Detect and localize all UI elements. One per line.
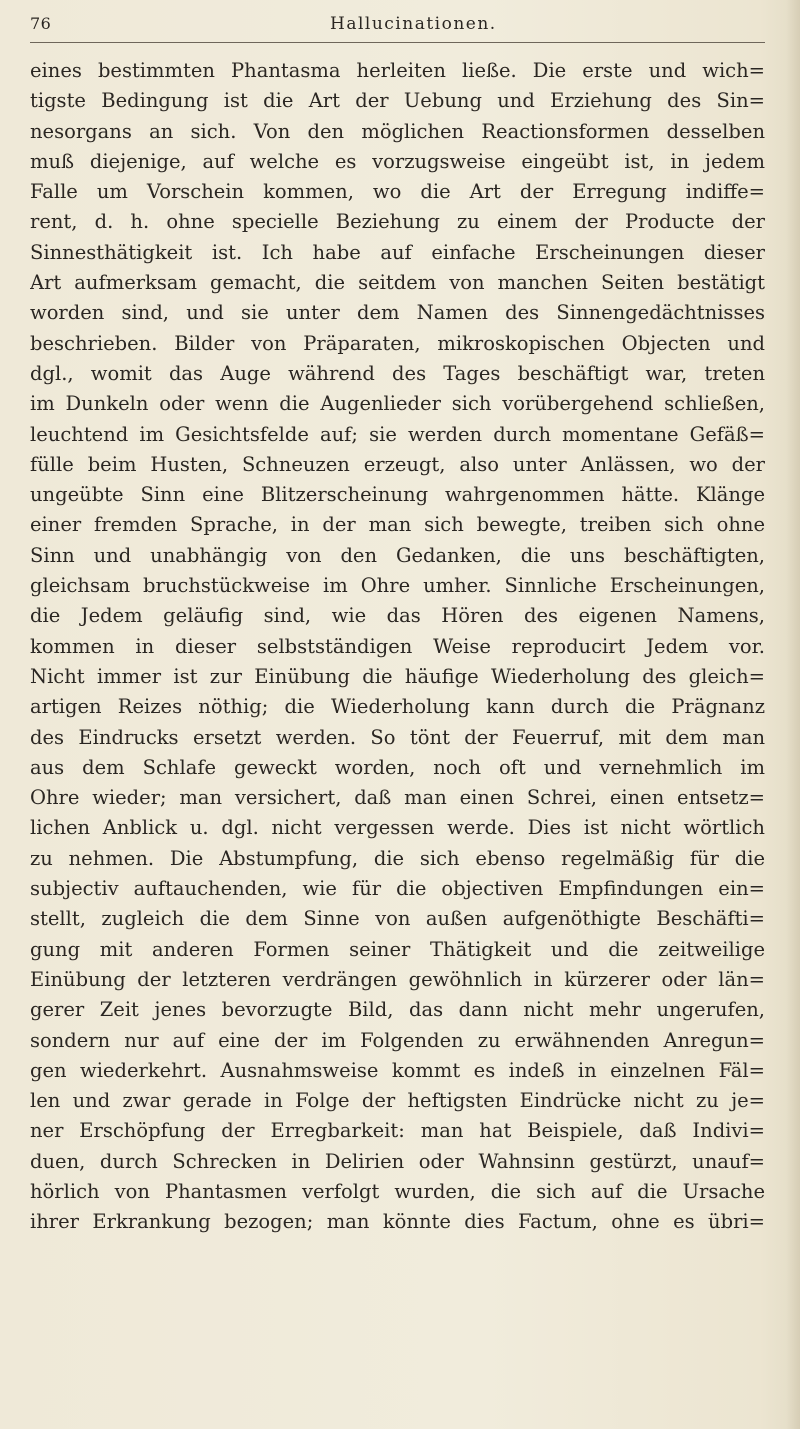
- text-line: gung mit anderen Formen seiner Thätigkeit und die zeitweilige: [30, 937, 765, 961]
- running-title: Hallucinationen.: [330, 14, 497, 34]
- page-number: 76: [30, 14, 52, 33]
- text-line: ihrer Erkrankung bezogen; man könnte dies Factum, ohne es übri=: [30, 1210, 765, 1234]
- text-line: ungeübte Sinn eine Blitzerscheinung wahrgenommen hätte. Klänge: [30, 483, 765, 507]
- text-line: Nicht immer ist zur Einübung die häufige Wiederholung des gleich=: [30, 664, 765, 688]
- text-line: des Eindrucks ersetzt werden. So tönt der Feuerruf, mit dem man: [30, 725, 765, 749]
- text-line: worden sind, und sie unter dem Namen des Sinnengedächtnisses: [30, 301, 765, 325]
- text-line: sondern nur auf eine der im Folgenden zu erwähnenden Anregun=: [30, 1028, 765, 1052]
- text-line: subjectiv auftauchenden, wie für die objectiven Empfindungen ein=: [30, 877, 765, 901]
- text-line: gen wiederkehrt. Ausnahmsweise kommt es indeß in einzelnen Fäl=: [30, 1058, 765, 1082]
- text-line: gerer Zeit jenes bevorzugte Bild, das dann nicht mehr ungerufen,: [30, 998, 765, 1022]
- text-line: lichen Anblick u. dgl. nicht vergessen werde. Dies ist nicht wörtlich: [30, 816, 765, 840]
- text-line: aus dem Schlafe geweckt worden, noch oft und vernehmlich im: [30, 755, 765, 779]
- text-line: muß diejenige, auf welche es vorzugsweise eingeübt ist, in jedem: [30, 149, 765, 173]
- text-line: Ohre wieder; man versichert, daß man einen Schrei, einen entsetz=: [30, 786, 765, 810]
- text-line: gleichsam bruchstückweise im Ohre umher. Sinnliche Erscheinungen,: [30, 574, 765, 598]
- text-line: hörlich von Phantasmen verfolgt wurden, die sich auf die Ursache: [30, 1179, 765, 1203]
- running-head: [30, 14, 765, 40]
- text-line: Sinnesthätigkeit ist. Ich habe auf einfache Erscheinungen dieser: [30, 240, 765, 264]
- text-line: Einübung der letzteren verdrängen gewöhnlich in kürzerer oder län=: [30, 967, 765, 991]
- text-line: ner Erschöpfung der Erregbarkeit: man hat Beispiele, daß Indivi=: [30, 1119, 765, 1143]
- text-line: beschrieben. Bilder von Präparaten, mikroskopischen Objecten und: [30, 331, 765, 355]
- text-line: tigste Bedingung ist die Art der Uebung und Erziehung des Sin=: [30, 89, 765, 113]
- text-line: Sinn und unabhängig von den Gedanken, die uns beschäftigten,: [30, 543, 765, 567]
- text-line: zu nehmen. Die Abstumpfung, die sich ebenso regelmäßig für die: [30, 846, 765, 870]
- page-edge-shadow: [786, 0, 800, 1429]
- text-line: dgl., womit das Auge während des Tages beschäftigt war, treten: [30, 361, 765, 385]
- body-text: [30, 56, 765, 1238]
- text-line: fülle beim Husten, Schneuzen erzeugt, also unter Anlässen, wo der: [30, 452, 765, 476]
- text-line: im Dunkeln oder wenn die Augenlieder sich vorübergehend schließen,: [30, 392, 765, 416]
- text-line: rent, d. h. ohne specielle Beziehung zu einem der Producte der: [30, 210, 765, 234]
- text-line: Falle um Vorschein kommen, wo die Art der Erregung indiffe=: [30, 180, 765, 204]
- text-line: leuchtend im Gesichtsfelde auf; sie werden durch momentane Gefäß=: [30, 422, 765, 446]
- text-line: stellt, zugleich die dem Sinne von außen aufgenöthigte Beschäfti=: [30, 907, 765, 931]
- text-line: artigen Reizes nöthig; die Wiederholung kann durch die Prägnanz: [30, 695, 765, 719]
- text-line: len und zwar gerade in Folge der heftigsten Eindrücke nicht zu je=: [30, 1089, 765, 1113]
- text-line: die Jedem geläufig sind, wie das Hören des eigenen Namens,: [30, 604, 765, 628]
- header-rule: [30, 42, 765, 43]
- text-line: kommen in dieser selbstständigen Weise reproducirt Jedem vor.: [30, 634, 765, 658]
- text-line: einer fremden Sprache, in der man sich bewegte, treiben sich ohne: [30, 513, 765, 537]
- text-line: Art aufmerksam gemacht, die seitdem von manchen Seiten bestätigt: [30, 271, 765, 295]
- text-line: duen, durch Schrecken in Delirien oder Wahnsinn gestürzt, unauf=: [30, 1149, 765, 1173]
- text-line: eines bestimmten Phantasma herleiten ließe. Die erste und wich=: [30, 59, 765, 82]
- text-line: nesorgans an sich. Von den möglichen Reactionsformen desselben: [30, 119, 765, 143]
